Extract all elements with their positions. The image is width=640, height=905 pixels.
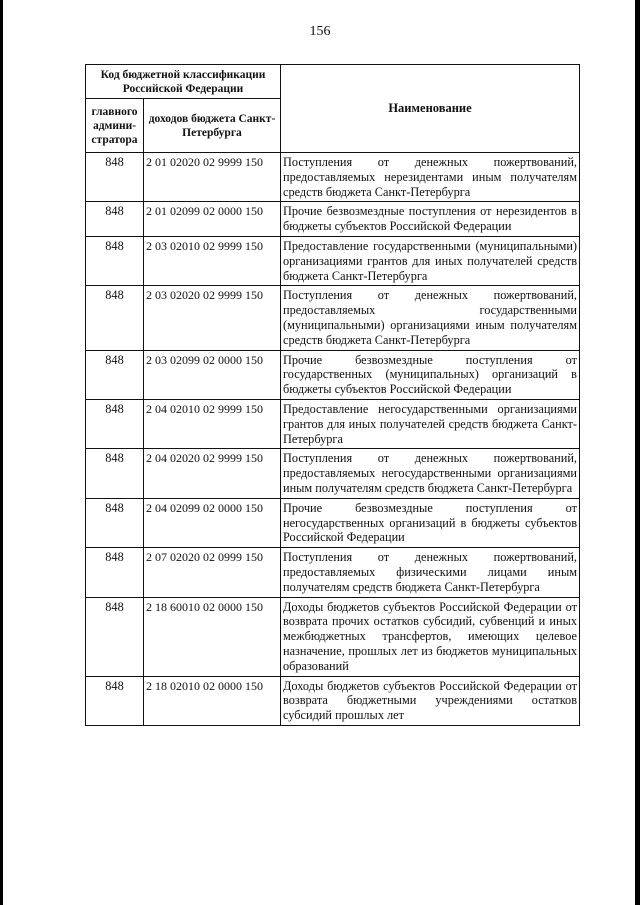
revenue-code-cell: 2 03 02020 02 9999 150 — [144, 286, 281, 350]
description-cell: Поступления от денежных пожертвований, предоставляемых государственными (муниципальными) организациями иным получателям средств бюджета Санкт-Петербурга — [281, 286, 580, 350]
table-row — [86, 597, 580, 676]
description-cell: Прочие безвозмездные поступления от нерезидентов в бюджеты субъектов Российской Федерации — [281, 202, 580, 237]
table-row — [86, 202, 580, 237]
admin-code-cell: 848 — [86, 498, 144, 547]
revenue-code-cell: 2 04 02099 02 0000 150 — [144, 498, 281, 547]
description-cell: Прочие безвозмездные поступления от негосударственных организаций в бюджеты субъектов Российской Федерации — [281, 498, 580, 547]
table-row — [86, 350, 580, 399]
revenue-code-cell: 2 07 02020 02 0999 150 — [144, 548, 281, 597]
admin-code-cell: 848 — [86, 236, 144, 285]
table-row — [86, 449, 580, 498]
table-row — [86, 286, 580, 350]
header-name: Наименование — [281, 65, 580, 153]
header-admin: главного админи-стратора — [86, 99, 144, 153]
scan-border-right — [635, 0, 640, 905]
admin-code-cell: 848 — [86, 350, 144, 399]
table-row — [86, 153, 580, 202]
table-row — [86, 676, 580, 725]
admin-code-cell: 848 — [86, 153, 144, 202]
revenue-code-cell: 2 01 02099 02 0000 150 — [144, 202, 281, 237]
revenue-code-cell: 2 01 02020 02 9999 150 — [144, 153, 281, 202]
header-code-group: Код бюджетной классификации Российской Федерации — [86, 65, 281, 99]
scan-border-left — [0, 0, 3, 905]
admin-code-cell: 848 — [86, 597, 144, 676]
admin-code-cell: 848 — [86, 449, 144, 498]
description-cell: Доходы бюджетов субъектов Российской Федерации от возврата прочих остатков субсидий, субвенций и иных межбюджетных трансфертов, имеющих целевое назначение, прошлых лет из бюджетов муниципальных образований — [281, 597, 580, 676]
description-cell: Поступления от денежных пожертвований, предоставляемых негосударственными организациями иным получателям средств бюджета Санкт-Петербурга — [281, 449, 580, 498]
revenue-code-cell: 2 04 02010 02 9999 150 — [144, 399, 281, 448]
admin-code-cell: 848 — [86, 548, 144, 597]
revenue-code-cell: 2 18 02010 02 0000 150 — [144, 676, 281, 725]
header-revenue: доходов бюджета Санкт-Петербурга — [144, 99, 281, 153]
admin-code-cell: 848 — [86, 399, 144, 448]
budget-classification-table — [85, 64, 580, 726]
admin-code-cell: 848 — [86, 286, 144, 350]
admin-code-cell: 848 — [86, 202, 144, 237]
revenue-code-cell: 2 18 60010 02 0000 150 — [144, 597, 281, 676]
revenue-code-cell: 2 03 02010 02 9999 150 — [144, 236, 281, 285]
description-cell: Поступления от денежных пожертвований, предоставляемых нерезидентами иным получателям средств бюджета Санкт-Петербурга — [281, 153, 580, 202]
description-cell: Предоставление негосударственными организациями грантов для иных получателей средств бюджета Санкт-Петербурга — [281, 399, 580, 448]
revenue-code-cell: 2 03 02099 02 0000 150 — [144, 350, 281, 399]
description-cell: Поступления от денежных пожертвований, предоставляемых физическими лицами иным получателям средств бюджета Санкт-Петербурга — [281, 548, 580, 597]
description-cell: Прочие безвозмездные поступления от государственных (муниципальных) организаций в бюджеты субъектов Российской Федерации — [281, 350, 580, 399]
admin-code-cell: 848 — [86, 676, 144, 725]
table-row — [86, 236, 580, 285]
description-cell: Предоставление государственными (муниципальными) организациями грантов для иных получателей средств бюджета Санкт-Петербурга — [281, 236, 580, 285]
page-number: 156 — [309, 24, 331, 39]
table-row — [86, 548, 580, 597]
revenue-code-cell: 2 04 02020 02 9999 150 — [144, 449, 281, 498]
table-row — [86, 399, 580, 448]
description-cell: Доходы бюджетов субъектов Российской Федерации от возврата бюджетными учреждениями остатков субсидий прошлых лет — [281, 676, 580, 725]
table-row — [86, 498, 580, 547]
